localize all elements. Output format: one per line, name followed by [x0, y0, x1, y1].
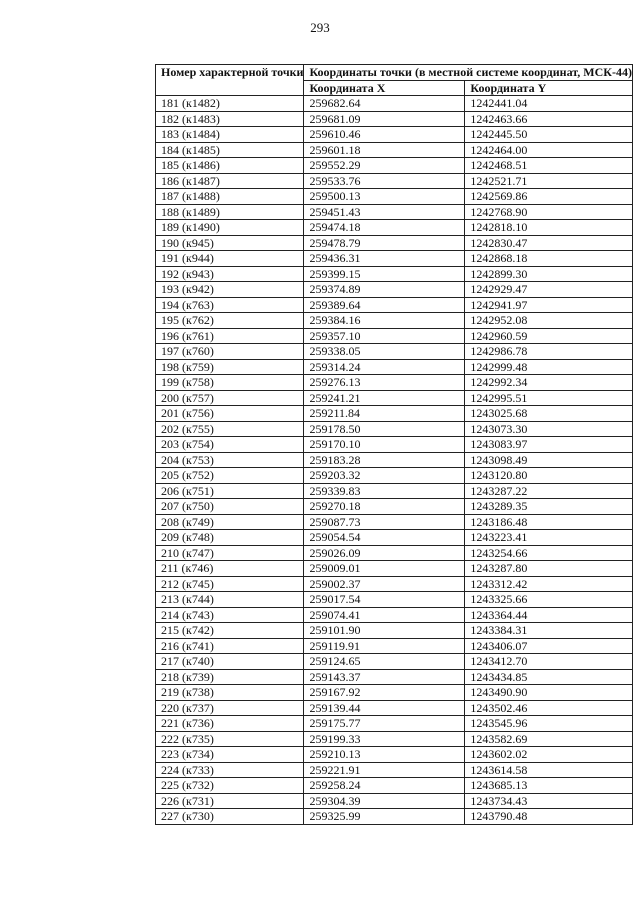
coordinate-y-cell: 1243582.69: [465, 731, 633, 747]
point-number-cell: 202 (к755): [156, 421, 304, 437]
point-number-cell: 181 (к1482): [156, 96, 304, 112]
header-coordinates-group: Координаты точки (в местной системе координат, МСК-44): [304, 65, 633, 81]
point-number-cell: 199 (к758): [156, 375, 304, 391]
header-point-number: Номер характерной точки: [156, 65, 304, 96]
table-row: [156, 452, 633, 468]
table-row: [156, 809, 633, 825]
coordinate-y-cell: 1242445.50: [465, 127, 633, 143]
coordinate-x-cell: 259533.76: [304, 173, 465, 189]
table-row: [156, 189, 633, 205]
coordinate-y-cell: 1242441.04: [465, 96, 633, 112]
coordinate-y-cell: 1243223.41: [465, 530, 633, 546]
table-row: [156, 669, 633, 685]
table-body: [156, 96, 633, 825]
coordinate-y-cell: 1243602.02: [465, 747, 633, 763]
coordinate-y-cell: 1243325.66: [465, 592, 633, 608]
coordinate-x-cell: 259357.10: [304, 328, 465, 344]
table-row: [156, 421, 633, 437]
point-number-cell: 200 (к757): [156, 390, 304, 406]
coordinates-table: [155, 64, 633, 825]
coordinate-y-cell: 1243287.22: [465, 483, 633, 499]
table-row: [156, 514, 633, 530]
point-number-cell: 218 (к739): [156, 669, 304, 685]
point-number-cell: 191 (к944): [156, 251, 304, 267]
coordinate-x-cell: 259002.37: [304, 576, 465, 592]
coordinate-y-cell: 1243098.49: [465, 452, 633, 468]
coordinate-y-cell: 1243384.31: [465, 623, 633, 639]
coordinate-x-cell: 259436.31: [304, 251, 465, 267]
coordinate-x-cell: 259314.24: [304, 359, 465, 375]
table-row: [156, 793, 633, 809]
coordinate-y-cell: 1243614.58: [465, 762, 633, 778]
coordinate-x-cell: 259374.89: [304, 282, 465, 298]
coordinate-y-cell: 1242986.78: [465, 344, 633, 360]
coordinate-x-cell: 259175.77: [304, 716, 465, 732]
table-row: [156, 235, 633, 251]
header-coordinate-x: Координата X: [304, 80, 465, 96]
coordinate-x-cell: 259167.92: [304, 685, 465, 701]
table-row: [156, 638, 633, 654]
coordinate-x-cell: 259258.24: [304, 778, 465, 794]
table-row: [156, 437, 633, 453]
header-coordinate-y: Координата Y: [465, 80, 633, 96]
point-number-cell: 221 (к736): [156, 716, 304, 732]
point-number-cell: 224 (к733): [156, 762, 304, 778]
table-row: [156, 607, 633, 623]
coordinate-y-cell: 1243412.70: [465, 654, 633, 670]
coordinate-x-cell: 259101.90: [304, 623, 465, 639]
point-number-cell: 194 (к763): [156, 297, 304, 313]
coordinate-x-cell: 259339.83: [304, 483, 465, 499]
point-number-cell: 219 (к738): [156, 685, 304, 701]
point-number-cell: 223 (к734): [156, 747, 304, 763]
coordinate-y-cell: 1243545.96: [465, 716, 633, 732]
table-row: [156, 111, 633, 127]
table-row: [156, 96, 633, 112]
coordinate-y-cell: 1243254.66: [465, 545, 633, 561]
point-number-cell: 222 (к735): [156, 731, 304, 747]
table-row: [156, 204, 633, 220]
point-number-cell: 208 (к749): [156, 514, 304, 530]
coordinate-x-cell: 259681.09: [304, 111, 465, 127]
table-row: [156, 127, 633, 143]
point-number-cell: 212 (к745): [156, 576, 304, 592]
point-number-cell: 204 (к753): [156, 452, 304, 468]
point-number-cell: 197 (к760): [156, 344, 304, 360]
table-row: [156, 716, 633, 732]
coordinate-y-cell: 1242818.10: [465, 220, 633, 236]
coordinate-x-cell: 259276.13: [304, 375, 465, 391]
point-number-cell: 198 (к759): [156, 359, 304, 375]
coordinate-y-cell: 1243289.35: [465, 499, 633, 515]
coordinate-y-cell: 1242929.47: [465, 282, 633, 298]
table-row: [156, 251, 633, 267]
coordinate-x-cell: 259074.41: [304, 607, 465, 623]
point-number-cell: 225 (к732): [156, 778, 304, 794]
point-number-cell: 209 (к748): [156, 530, 304, 546]
coordinate-y-cell: 1242992.34: [465, 375, 633, 391]
table-row: [156, 499, 633, 515]
coordinate-x-cell: 259124.65: [304, 654, 465, 670]
point-number-cell: 213 (к744): [156, 592, 304, 608]
coordinate-x-cell: 259399.15: [304, 266, 465, 282]
coordinate-y-cell: 1242468.51: [465, 158, 633, 174]
coordinate-y-cell: 1243312.42: [465, 576, 633, 592]
table-row: [156, 561, 633, 577]
page-number: 293: [310, 20, 330, 35]
point-number-cell: 192 (к943): [156, 266, 304, 282]
table-row: [156, 685, 633, 701]
point-number-cell: 205 (к752): [156, 468, 304, 484]
table-row: [156, 731, 633, 747]
coordinate-x-cell: 259203.32: [304, 468, 465, 484]
coordinate-y-cell: 1242464.00: [465, 142, 633, 158]
table-row: [156, 173, 633, 189]
coordinate-x-cell: 259170.10: [304, 437, 465, 453]
table-row: [156, 654, 633, 670]
point-number-cell: 211 (к746): [156, 561, 304, 577]
coordinate-y-cell: 1242952.08: [465, 313, 633, 329]
table-row: [156, 266, 633, 282]
coordinate-y-cell: 1242830.47: [465, 235, 633, 251]
coordinate-x-cell: 259610.46: [304, 127, 465, 143]
point-number-cell: 189 (к1490): [156, 220, 304, 236]
point-number-cell: 203 (к754): [156, 437, 304, 453]
table-row: [156, 483, 633, 499]
point-number-cell: 210 (к747): [156, 545, 304, 561]
coordinate-x-cell: 259017.54: [304, 592, 465, 608]
coordinate-y-cell: 1242995.51: [465, 390, 633, 406]
coordinate-y-cell: 1243025.68: [465, 406, 633, 422]
coordinate-x-cell: 259304.39: [304, 793, 465, 809]
coordinate-y-cell: 1243083.97: [465, 437, 633, 453]
coordinate-x-cell: 259451.43: [304, 204, 465, 220]
coordinate-x-cell: 259221.91: [304, 762, 465, 778]
table-row: [156, 762, 633, 778]
point-number-cell: 195 (к762): [156, 313, 304, 329]
point-number-cell: 186 (к1487): [156, 173, 304, 189]
table-row: [156, 545, 633, 561]
coordinate-y-cell: 1243073.30: [465, 421, 633, 437]
coordinate-y-cell: 1243434.85: [465, 669, 633, 685]
point-number-cell: 184 (к1485): [156, 142, 304, 158]
coordinate-x-cell: 259601.18: [304, 142, 465, 158]
table-row: [156, 344, 633, 360]
coordinate-y-cell: 1243120.80: [465, 468, 633, 484]
coordinate-y-cell: 1243287.80: [465, 561, 633, 577]
table-row: [156, 142, 633, 158]
coordinate-y-cell: 1243790.48: [465, 809, 633, 825]
coordinate-y-cell: 1243502.46: [465, 700, 633, 716]
coordinate-x-cell: 259211.84: [304, 406, 465, 422]
coordinate-y-cell: 1242569.86: [465, 189, 633, 205]
table-row: [156, 468, 633, 484]
coordinate-y-cell: 1242521.71: [465, 173, 633, 189]
coordinate-x-cell: 259143.37: [304, 669, 465, 685]
table-row: [156, 576, 633, 592]
coordinate-y-cell: 1242899.30: [465, 266, 633, 282]
coordinate-y-cell: 1243734.43: [465, 793, 633, 809]
table-row: [156, 297, 633, 313]
coordinate-x-cell: 259054.54: [304, 530, 465, 546]
point-number-cell: 201 (к756): [156, 406, 304, 422]
coordinate-x-cell: 259087.73: [304, 514, 465, 530]
table-row: [156, 406, 633, 422]
coordinate-y-cell: 1243685.13: [465, 778, 633, 794]
coordinate-x-cell: 259384.16: [304, 313, 465, 329]
coordinate-x-cell: 259241.21: [304, 390, 465, 406]
point-number-cell: 226 (к731): [156, 793, 304, 809]
coordinate-y-cell: 1242868.18: [465, 251, 633, 267]
coordinate-x-cell: 259325.99: [304, 809, 465, 825]
table-row: [156, 747, 633, 763]
point-number-cell: 185 (к1486): [156, 158, 304, 174]
table-row: [156, 158, 633, 174]
coordinate-x-cell: 259474.18: [304, 220, 465, 236]
point-number-cell: 207 (к750): [156, 499, 304, 515]
point-number-cell: 183 (к1484): [156, 127, 304, 143]
coordinate-y-cell: 1242463.66: [465, 111, 633, 127]
point-number-cell: 216 (к741): [156, 638, 304, 654]
coordinate-x-cell: 259178.50: [304, 421, 465, 437]
table-row: [156, 592, 633, 608]
point-number-cell: 193 (к942): [156, 282, 304, 298]
coordinate-y-cell: 1243406.07: [465, 638, 633, 654]
coordinate-y-cell: 1242960.59: [465, 328, 633, 344]
point-number-cell: 190 (к945): [156, 235, 304, 251]
coordinate-x-cell: 259026.09: [304, 545, 465, 561]
point-number-cell: 188 (к1489): [156, 204, 304, 220]
point-number-cell: 187 (к1488): [156, 189, 304, 205]
coordinate-x-cell: 259389.64: [304, 297, 465, 313]
point-number-cell: 215 (к742): [156, 623, 304, 639]
table-header-row: [156, 65, 633, 81]
coordinate-x-cell: 259478.79: [304, 235, 465, 251]
point-number-cell: 206 (к751): [156, 483, 304, 499]
point-number-cell: 220 (к737): [156, 700, 304, 716]
point-number-cell: 182 (к1483): [156, 111, 304, 127]
table-row: [156, 390, 633, 406]
point-number-cell: 196 (к761): [156, 328, 304, 344]
table-row: [156, 700, 633, 716]
coordinate-x-cell: 259139.44: [304, 700, 465, 716]
table-row: [156, 778, 633, 794]
coordinate-y-cell: 1242768.90: [465, 204, 633, 220]
table-row: [156, 623, 633, 639]
coordinate-y-cell: 1243186.48: [465, 514, 633, 530]
table-row: [156, 359, 633, 375]
table-row: [156, 375, 633, 391]
table-row: [156, 220, 633, 236]
coordinate-x-cell: 259183.28: [304, 452, 465, 468]
coordinate-y-cell: 1243490.90: [465, 685, 633, 701]
table-row: [156, 282, 633, 298]
coordinate-y-cell: 1242999.48: [465, 359, 633, 375]
table-row: [156, 313, 633, 329]
coordinate-x-cell: 259119.91: [304, 638, 465, 654]
point-number-cell: 214 (к743): [156, 607, 304, 623]
coordinate-y-cell: 1242941.97: [465, 297, 633, 313]
coordinate-x-cell: 259682.64: [304, 96, 465, 112]
coordinate-x-cell: 259270.18: [304, 499, 465, 515]
coordinate-x-cell: 259338.05: [304, 344, 465, 360]
table-row: [156, 328, 633, 344]
coordinate-x-cell: 259500.13: [304, 189, 465, 205]
coordinate-x-cell: 259210.13: [304, 747, 465, 763]
point-number-cell: 217 (к740): [156, 654, 304, 670]
coordinate-x-cell: 259199.33: [304, 731, 465, 747]
coordinate-y-cell: 1243364.44: [465, 607, 633, 623]
coordinate-x-cell: 259009.01: [304, 561, 465, 577]
table-row: [156, 530, 633, 546]
coordinate-x-cell: 259552.29: [304, 158, 465, 174]
point-number-cell: 227 (к730): [156, 809, 304, 825]
